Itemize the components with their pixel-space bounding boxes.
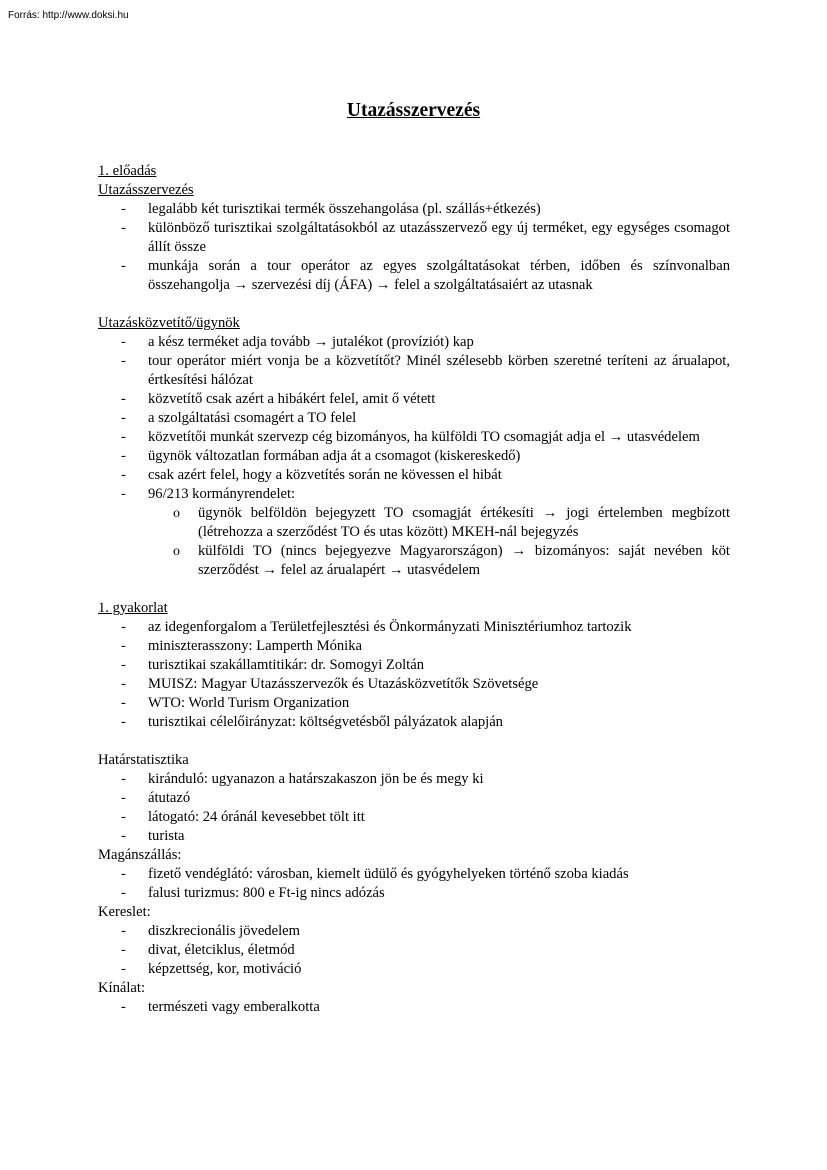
list-item: - falusi turizmus: 800 e Ft-ig nincs adózás: [98, 884, 730, 903]
list-item: - turisztikai célelőirányzat: költségvetésből pályázatok alapján: [98, 713, 730, 732]
supply-heading: Kínálat:: [98, 980, 146, 996]
border-statistics-heading: Határstatisztika: [98, 752, 189, 768]
list-item: - divat, életciklus, életmód: [98, 941, 730, 960]
list-item: - miniszterasszony: Lamperth Mónika: [98, 637, 730, 656]
agent-list: [98, 333, 730, 504]
source-label: Forrás: http://www.doksi.hu: [8, 10, 129, 21]
list-item: - fizető vendéglátó: városban, kiemelt üdülő és gyógyhelyeken történő szoba kiadás: [98, 865, 730, 884]
sublist-item: o külföldi TO (nincs bejegyezve Magyarországon) → bizományos: saját nevében köt szerződést → felel az árualapért → utasvédelem: [148, 542, 730, 580]
practice-heading: 1. gyakorlat: [98, 600, 168, 616]
travel-organization-list: [98, 200, 730, 295]
list-item: - közvetítői munkát szervezp cég bizományos, ha külföldi TO csomagját adja el → utasvédelem: [98, 428, 730, 447]
list-item: - MUISZ: Magyar Utazásszervezők és Utazásközvetítők Szövetsége: [98, 675, 730, 694]
list-item: - WTO: World Turism Organization: [98, 694, 730, 713]
travel-organization-heading: Utazásszervezés: [98, 182, 194, 198]
practice-list: [98, 618, 730, 732]
supply-list: [98, 998, 730, 1017]
list-item: - a szolgáltatási csomagért a TO felel: [98, 409, 730, 428]
list-item: - turista: [98, 827, 730, 846]
list-item: - átutazó: [98, 789, 730, 808]
demand-heading: Kereslet:: [98, 904, 151, 920]
list-item: - tour operátor miért vonja be a közvetítőt? Minél szélesebb körben szeretné teríteni az árualapot, értkesítési hálózat: [98, 352, 730, 390]
lecture-heading: 1. előadás: [98, 163, 157, 179]
page-title: Utazásszervezés: [346, 100, 481, 121]
list-item: - a kész terméket adja tovább → jutalékot (províziót) kap: [98, 333, 730, 352]
list-item: - ügynök változatlan formában adja át a csomagot (kiskereskedő): [98, 447, 730, 466]
list-item: - természeti vagy emberalkotta: [98, 998, 730, 1017]
private-accommodation-list: [98, 865, 730, 903]
demand-list: [98, 922, 730, 979]
list-item: - 96/213 kormányrendelet:: [98, 485, 730, 504]
list-item: - képzettség, kor, motiváció: [98, 960, 730, 979]
document-body: [98, 162, 730, 1017]
list-item: - csak azért felel, hogy a közvetítés során ne kövessen el hibát: [98, 466, 730, 485]
sublist-item: o ügynök belföldön bejegyzett TO csomagját értékesíti → jogi értelemben megbízott (létrehozza a szerződést TO és utas között) MKEH-nál bejegyzés: [148, 504, 730, 542]
list-item: - munkája során a tour operátor az egyes szolgáltatásokat térben, időben és színvonalban összehangolja → szervezési díj (ÁFA) → felel a szolgáltatásaiért az utasnak: [98, 257, 730, 295]
list-item: - különböző turisztikai szolgáltatásokból az utazásszervező egy új terméket, egy egységes csomagot állít össze: [98, 219, 730, 257]
list-item: - diszkrecionális jövedelem: [98, 922, 730, 941]
border-statistics-list: [98, 770, 730, 846]
decree-sublist: [148, 504, 730, 580]
list-item: - kiránduló: ugyanazon a határszakaszon jön be és megy ki: [98, 770, 730, 789]
list-item: - legalább két turisztikai termék összehangolása (pl. szállás+étkezés): [98, 200, 730, 219]
list-item: - látogató: 24 óránál kevesebbet tölt itt: [98, 808, 730, 827]
private-accommodation-heading: Magánszállás:: [98, 847, 182, 863]
list-item: - turisztikai szakállamtitikár: dr. Somogyi Zoltán: [98, 656, 730, 675]
list-item: - közvetítő csak azért a hibákért felel, amit ő vétett: [98, 390, 730, 409]
agent-heading: Utazásközvetítő/ügynök: [98, 315, 240, 331]
list-item: - az idegenforgalom a Területfejlesztési és Önkormányzati Minisztériumhoz tartozik: [98, 618, 730, 637]
